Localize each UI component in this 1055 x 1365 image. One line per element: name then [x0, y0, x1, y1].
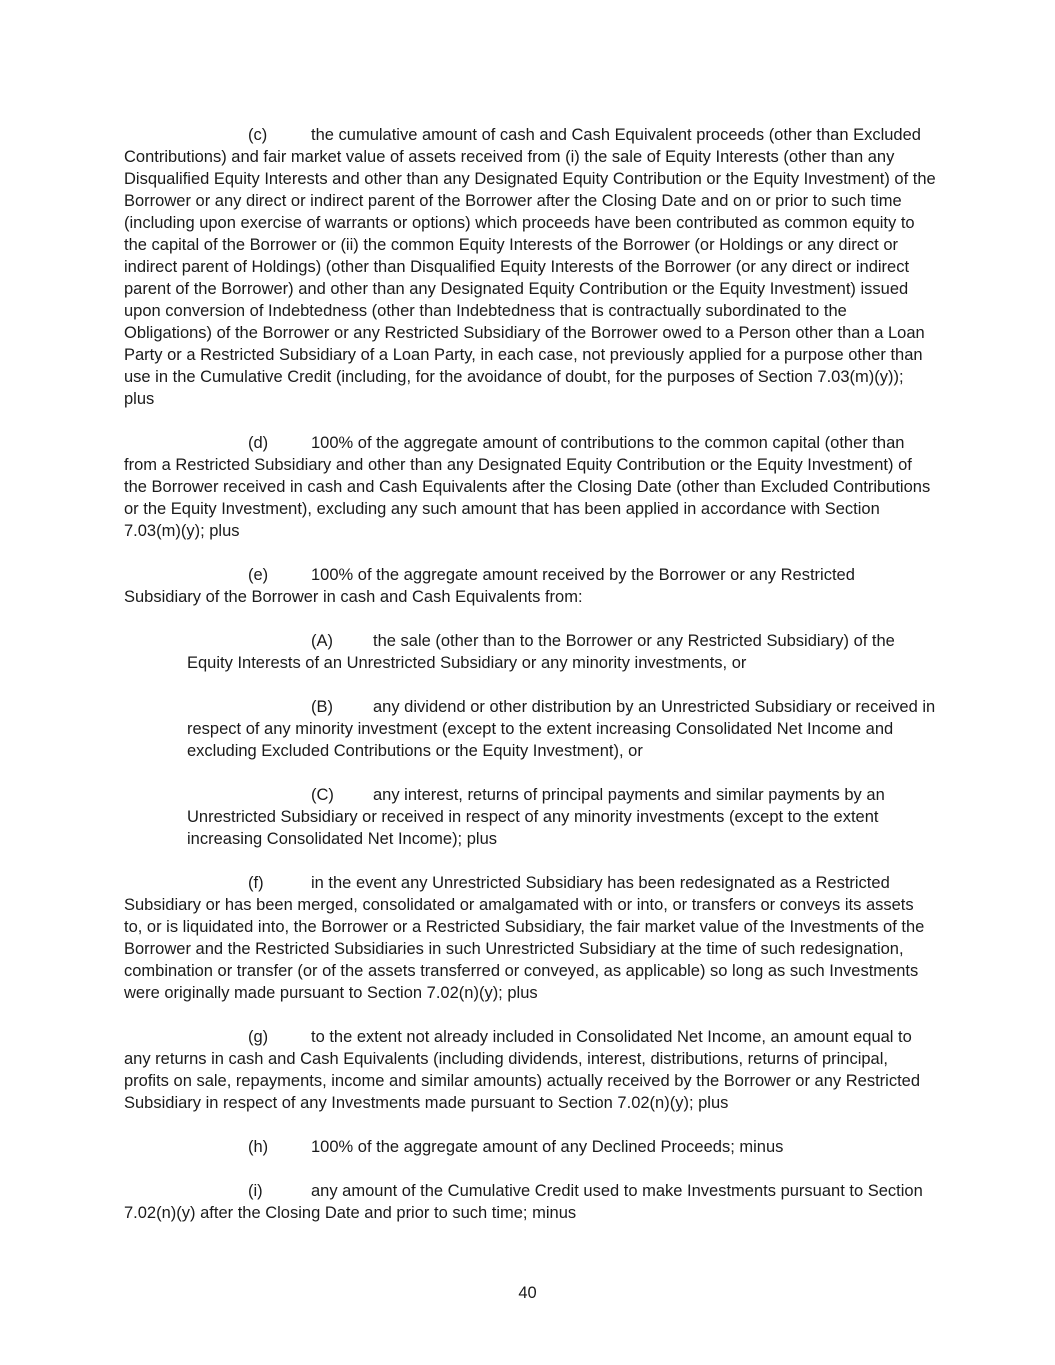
paragraph-label: (e)	[248, 566, 269, 584]
paragraph-text: to the extent not already included in Consolidated Net Income, an amount equal to any returns in cash and Cash Equivalents (including dividends, interest, distributions, returns of principal, profits on sale, repayments, income and similar amounts) actually received by the Borrower or any Restricted Subsidiary in respect of any Investments made pursuant to Section 7.02(n)(y); plus	[124, 1028, 921, 1112]
page-number: 40	[518, 1284, 537, 1302]
paragraph-i	[124, 1180, 936, 1224]
paragraph-text: the cumulative amount of cash and Cash Equivalent proceeds (other than Excluded Contributions) and fair market value of assets received from (i) the sale of Equity Interests (other than any Disqualified Equity Interests and other than any Designated Equity Contribution or the Equity Investment) of the Borrower or any direct or indirect parent of the Borrower after the Closing Date and on or prior to such time (including upon exercise of warrants or options) which proceeds have been contributed as common equity to the capital of the Borrower or (ii) the common Equity Interests of the Borrower (or Holdings or any direct or indirect parent of Holdings) (other than Disqualified Equity Interests of the Borrower (or any direct or indirect parent of the Borrower) and other than any Designated Equity Contribution or the Equity Investment) issued upon conversion of Indebtedness (other than Indebtedness that is contractually subordinated to the Obligations) of the Borrower or any Restricted Subsidiary of the Borrower owed to a Person other than a Loan Party or a Restricted Subsidiary of a Loan Party, in each case, not previously applied for a purpose other than use in the Cumulative Credit (including, for the avoidance of doubt, for the purposes of Section 7.03(m)(y)); plus	[124, 126, 936, 408]
paragraph-label: (c)	[248, 126, 268, 144]
paragraph-c	[124, 124, 936, 410]
subparagraph-text: any interest, returns of principal payments and similar payments by an Unrestricted Subsidiary or received in respect of any minority investments (except to the extent increasing Consolidated Net Income); plus	[187, 786, 885, 848]
subparagraph-C	[187, 784, 937, 850]
paragraph-h	[124, 1136, 936, 1158]
subparagraph-text: any dividend or other distribution by an Unrestricted Subsidiary or received in respect of any minority investment (except to the extent increasing Consolidated Net Income and excluding Excluded Contributions or the Equity Investment), or	[187, 698, 936, 760]
paragraph-e	[124, 564, 936, 608]
subparagraph-text: the sale (other than to the Borrower or any Restricted Subsidiary) of the Equity Interests of an Unrestricted Subsidiary or any minority investments, or	[187, 632, 895, 672]
document-page	[124, 124, 936, 1246]
paragraph-label: (d)	[248, 434, 269, 452]
paragraph-text: 100% of the aggregate amount of any Declined Proceeds; minus	[311, 1138, 784, 1156]
paragraph-text: any amount of the Cumulative Credit used to make Investments pursuant to Section 7.02(n)(y) after the Closing Date and prior to such time; minus	[124, 1182, 923, 1222]
paragraph-text: 100% of the aggregate amount of contributions to the common capital (other than from a Restricted Subsidiary and other than any Designated Equity Contribution or the Equity Investment) of the Borrower received in cash and Cash Equivalents after the Closing Date (other than Excluded Contributions or the Equity Investment), excluding any such amount that has been applied in accordance with Section 7.03(m)(y); plus	[124, 434, 931, 540]
paragraph-label: (g)	[248, 1028, 269, 1046]
paragraph-text: 100% of the aggregate amount received by the Borrower or any Restricted Subsidiary of the Borrower in cash and Cash Equivalents from:	[124, 566, 855, 606]
subparagraph-B	[187, 696, 937, 762]
paragraph-label: (i)	[248, 1182, 263, 1200]
subparagraph-label: (C)	[311, 786, 334, 804]
subparagraph-label: (B)	[311, 698, 333, 716]
paragraph-g	[124, 1026, 936, 1114]
paragraph-d	[124, 432, 936, 542]
subparagraph-label: (A)	[311, 632, 333, 650]
paragraph-text: in the event any Unrestricted Subsidiary has been redesignated as a Restricted Subsidiary or has been merged, consolidated or amalgamated with or into, or transfers or conveys its assets to, or is liquidated into, the Borrower or a Restricted Subsidiary, the fair market value of the Investments of the Borrower and the Restricted Subsidiaries in such Unrestricted Subsidiary at the time of such redesignation, combination or transfer (or of the assets transferred or conveyed, as applicable) so long as such Investments were originally made pursuant to Section 7.02(n)(y); plus	[124, 874, 925, 1002]
paragraph-label: (h)	[248, 1138, 269, 1156]
subparagraph-A	[187, 630, 937, 674]
paragraph-label: (f)	[248, 874, 264, 892]
paragraph-f	[124, 872, 936, 1004]
